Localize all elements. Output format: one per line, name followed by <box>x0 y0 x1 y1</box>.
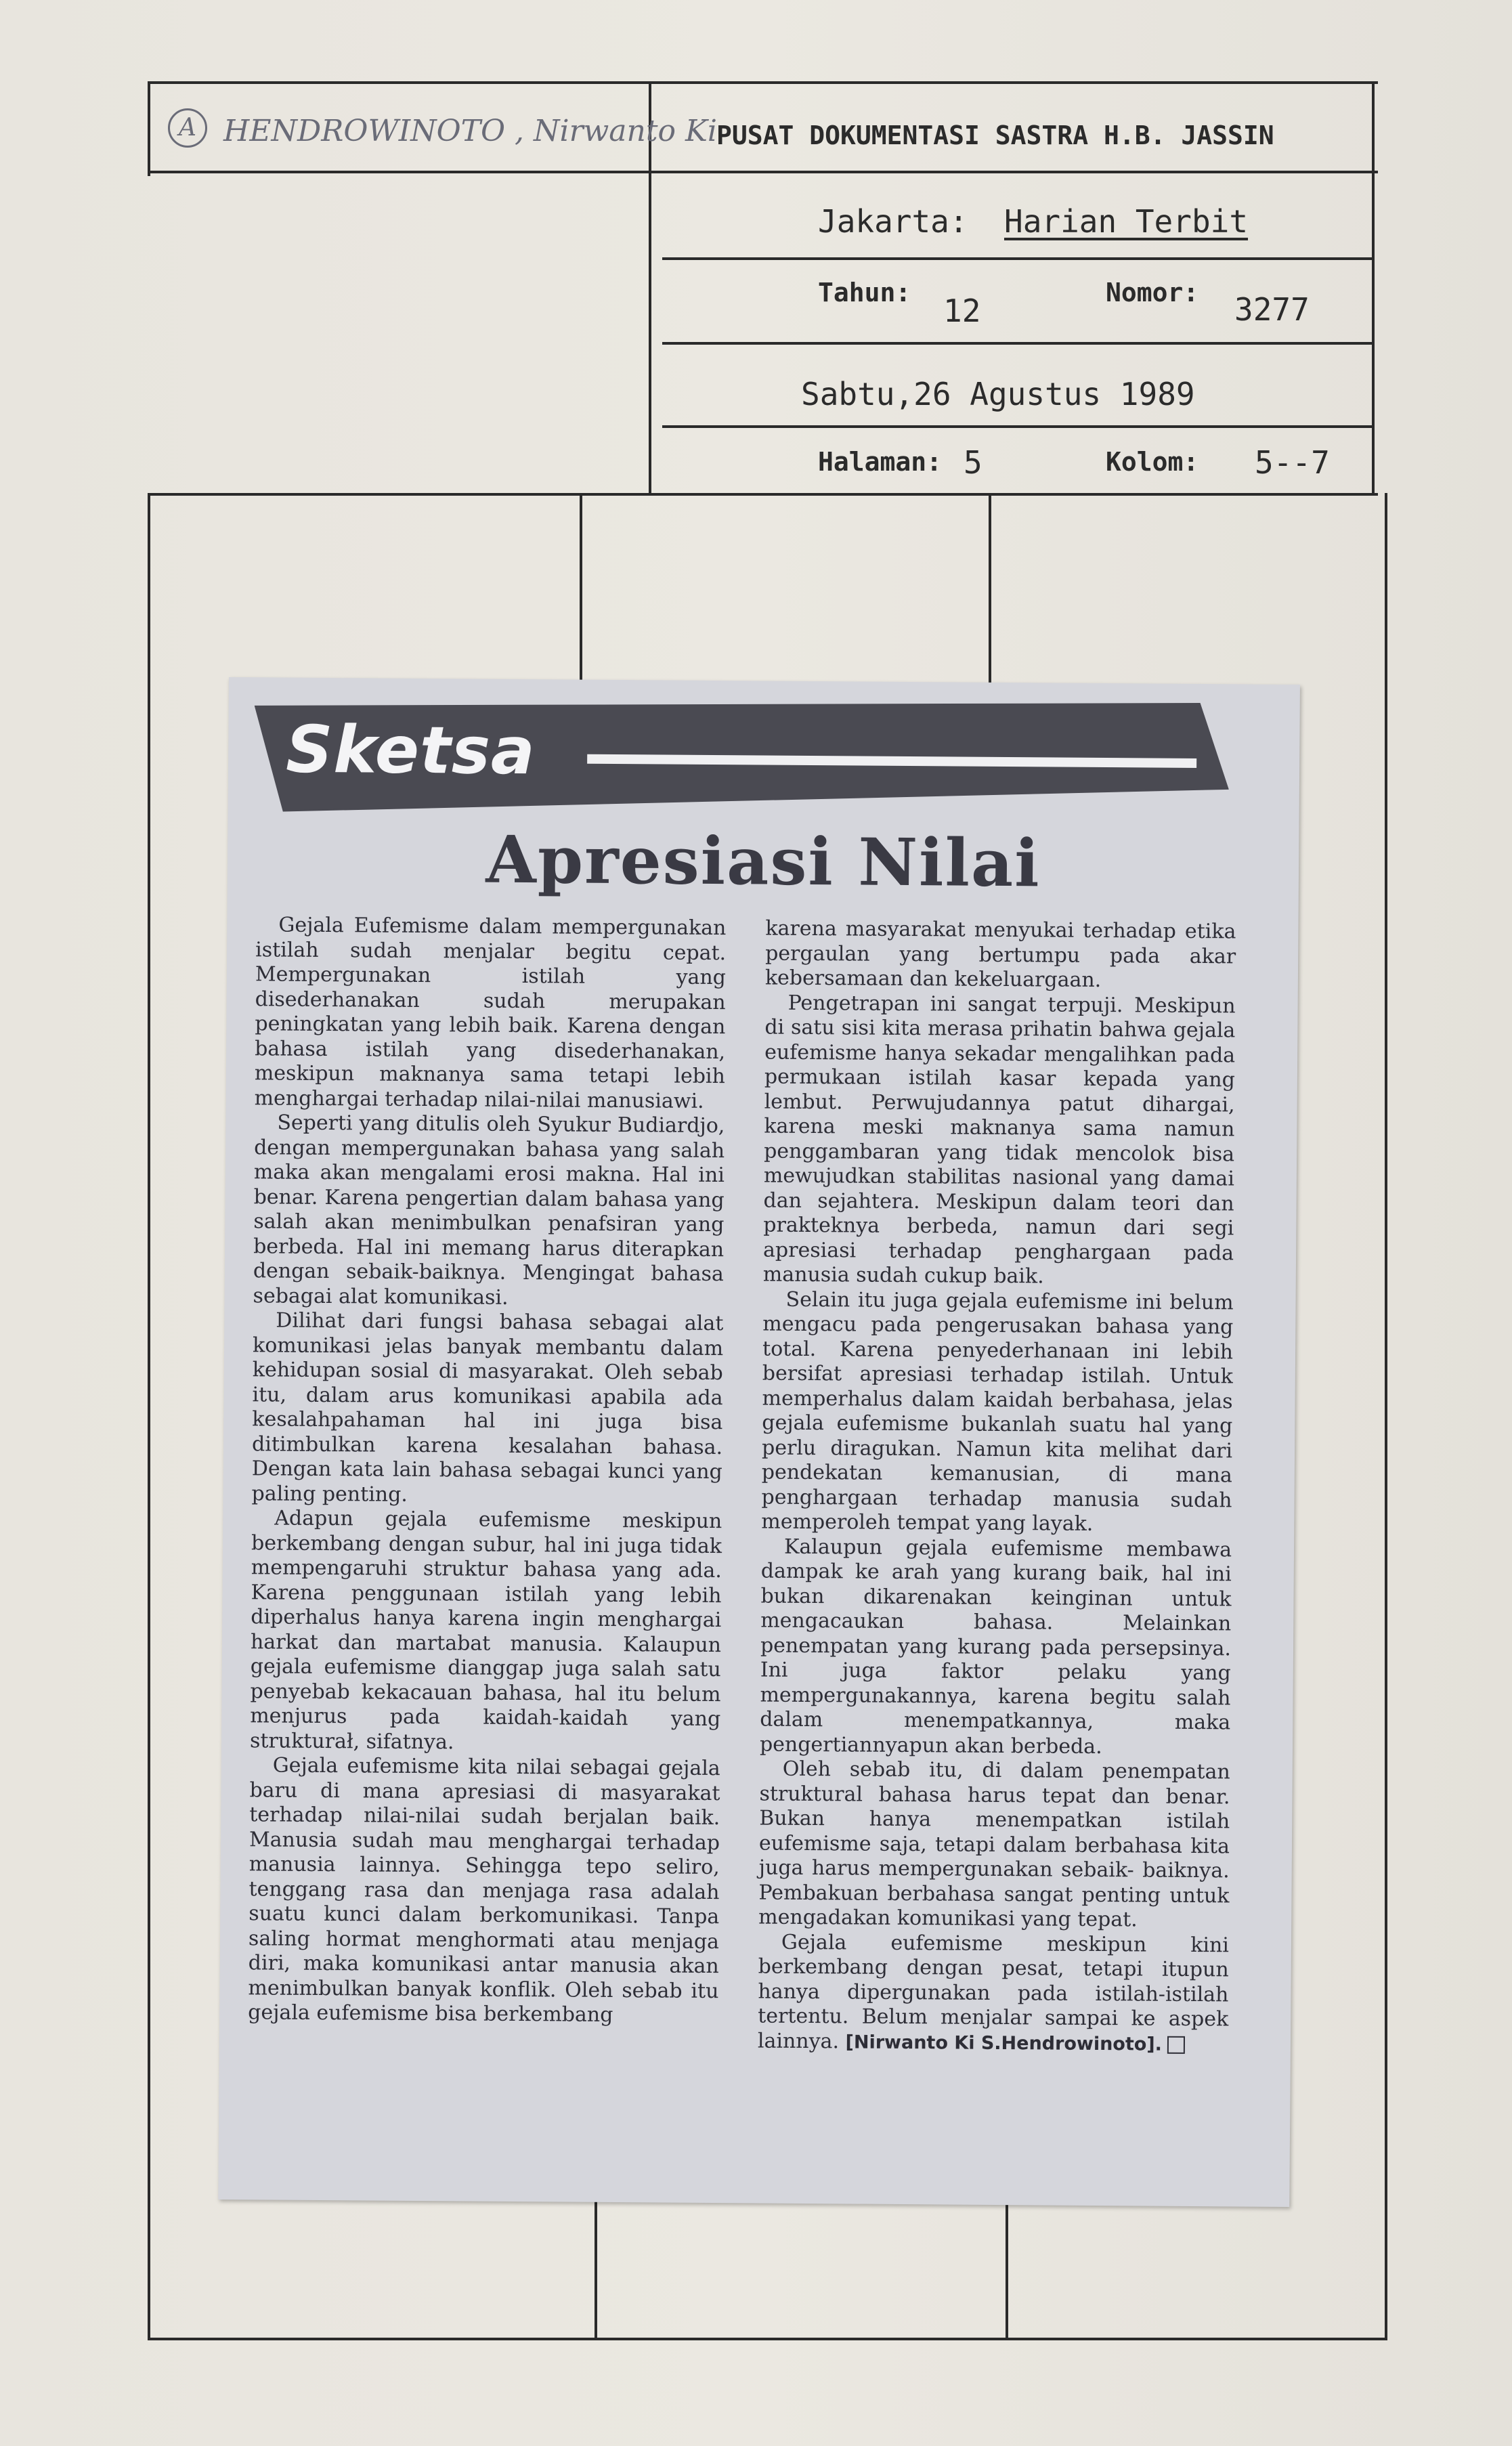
handwritten-index: A <box>168 108 207 148</box>
end-mark-icon <box>1167 2036 1185 2053</box>
form-line-under-newspaper <box>662 257 1373 260</box>
rubric-label: Sketsa <box>285 711 536 790</box>
paragraph-final <box>758 1930 1229 2057</box>
form-line-under-names <box>148 171 649 173</box>
handwritten-names: HENDROWINOTO , Nirwanto Ki <box>223 114 717 148</box>
author-byline: [Nirwanto Ki S.Hendrowinoto]. <box>845 2031 1163 2055</box>
frame-col-divider-2-top <box>989 493 991 689</box>
paragraph: Kalaupun gejala eufemisme membawa dampak ke arah yang kurang baik, hal ini bukan dikarenakan keinginan untuk mengacaukan bahasa. Melainkan penempatan yang kurang pada persepsinya. Ini juga faktor pelaku yang mempergunakannya, karena begitu salah dalam menempatkannya, maka pengertiannyapun akan berbeda. <box>759 1535 1232 1759</box>
form-line-under-institution <box>649 171 1378 173</box>
nomor-label: Nomor: <box>1106 278 1199 307</box>
article-column-2 <box>758 917 1236 2058</box>
paragraph: Selain itu juga gejala eufemisme ini belum mengacu pada pengerusakan bahasa yang total. Karena penyederhanaan ini lebih bersifat apresiasi terhadap istilah. Untuk memperhalus dalam kaidah berbahasa, jelas gejala eufemisme bukanlah suatu hal yang perlu diragukan. Namun kita melihat dari pendekatan kemanusian, di mana penghargaan terhadap manusia sudah memperoleh tempat yang layak. <box>761 1287 1234 1536</box>
paragraph: Adapun gejala eufemisme meskipun berkembang dengan subur, hal ini juga tidak mempengaruhi struktur bahasa yang ada. Karena penggunaan istilah yang lebih diperhalus hanya karena ingin menghargai harkat dan martabat manusia. Kalaupun gejala eufemisme dianggap juga salah satu penyebab kekacauan bahasa, hal itu belum menjurus pada kaidah-kaidah yang strukturał, sifatnya. <box>249 1506 722 1754</box>
city-label: Jakarta: <box>818 203 968 240</box>
form-right-border <box>1372 81 1375 496</box>
paragraph: Pengetrapan ini sangat terpuji. Meskipun di satu sisi kita merasa prihatin bahwa gejala eufemisme hanya sekadar mengalihkan pada permukaan istilah kasar kepada yang lembut. Perwujudannya patut dihargai, karena meski maknanya sama namun penggambaran yang tidak mencolok bisa mewujudkan stabilitas nasional yang damai dan sejahtera. Meskipun dalam teori dan prakteknya berbeda, namun dari segi apresiasi terhadap penghargaan pada manusia sudah cukup baik. <box>762 991 1236 1289</box>
newspaper-name: Harian Terbit <box>1004 203 1249 240</box>
halaman-value: 5 <box>964 444 982 481</box>
frame-bottom <box>148 2338 1387 2340</box>
tahun-label: Tahun: <box>818 278 911 307</box>
paragraph: karena masyarakat menyukai terhadap etika pergaulan yang bertumpu pada akar kebersamaan dan kekeluargaan. <box>764 916 1236 993</box>
kolom-value: 5--7 <box>1255 444 1330 481</box>
paragraph: Seperti yang ditulis oleh Syukur Budiardjo, dengan mempergunakan bahasa yang salah maka akan mengalami erosi makna. Hal ini benar. Karena pengertian dalam bahasa yang salah akan menimbulkan penafsiran yang berbeda. Hal ini memang harus diterapkan dengan sebaik-baiknya. Mengingat bahasa sebagai alat komunikasi. <box>253 1111 725 1310</box>
form-line-under-tahun <box>662 342 1373 345</box>
paragraph: Dilihat dari fungsi bahasa sebagai alat komunikasi jelas banyak membantu dalam kehidupan sosial di masyarakat. Oleh sebab itu, dalam arus komunikasi apabila ada kesalahpahaman hal ini juga bisa ditimbulkan karena kesalahan bahasa. Dengan kata lain bahasa sebagai kunci yang paling penting. <box>251 1308 724 1507</box>
publication-date: Sabtu,26 Agustus 1989 <box>801 376 1195 412</box>
form-line-bottom <box>148 493 1378 496</box>
final-paragraph-text: Gejala eufemisme meskipun kini berkembang dengan pesat, tetapi itupun hanya dipergunakan pada istilah-istilah tertentu. Belum menjalar sampai ke aspek lainnya. <box>757 1930 1230 2053</box>
frame-col-divider-1-top <box>580 493 582 689</box>
paragraph: Gejala Eufemisme dalam mempergunakan istilah sudah menjalar begitu cepat. Mempergunakan istilah yang disederhanakan sudah merupakan peningkatan yang lebih baik. Karena dengan bahasa istilah yang disederhanakan, meskipun maknanya sama tetapi lebih menghargai terhadap nilai-nilai manusiawi. <box>254 913 727 1113</box>
form-top-line <box>148 81 1378 84</box>
newspaper-clipping <box>218 677 1300 2207</box>
form-left-border <box>148 81 150 176</box>
halaman-label: Halaman: <box>818 447 943 477</box>
article-column-1 <box>248 913 726 2028</box>
frame-left <box>148 493 150 2340</box>
article-title: Apresiasi Nilai <box>485 821 1041 902</box>
tahun-value: 12 <box>943 293 981 329</box>
form-line-under-date <box>662 425 1373 428</box>
kolom-label: Kolom: <box>1106 447 1199 477</box>
paragraph: Gejala eufemisme kita nilai sebagai gejala baru di mana apresiasi di masyarakat terhadap nilai-nilai sudah berjalan baik. Manusia sudah mau menghargai terhadap manusia lainnya. Sehingga tepo seliro, tenggang rasa dan menjaga rasa adalah suatu kunci dalam berkomunikasi. Tanpa saling hormat menghormati atau menjaga diri, maka komunikasi antar manusia akan menimbulkan banyak konflik. Oleh sebab itu gejala eufemisme bisa berkembang <box>248 1753 720 2027</box>
nomor-value: 3277 <box>1234 291 1310 328</box>
frame-col-divider-1-bottom <box>595 2201 597 2339</box>
frame-right <box>1385 493 1387 2340</box>
frame-col-divider-2-bottom <box>1006 2201 1008 2339</box>
institution-name: PUSAT DOKUMENTASI SASTRA H.B. JASSIN <box>716 121 1274 150</box>
paragraph: Oleh sebab itu, di dalam penempatan struktural bahasa harus tepat dan benar. Bukan hanya menempatkan istilah eufemisme saja, tetapi dalam berbahasa kita juga harus mempergunakan sebaik- baiknya. Pembakuan berbahasa sangat penting untuk mengadakan komunikasi yang tepat. <box>758 1757 1230 1932</box>
